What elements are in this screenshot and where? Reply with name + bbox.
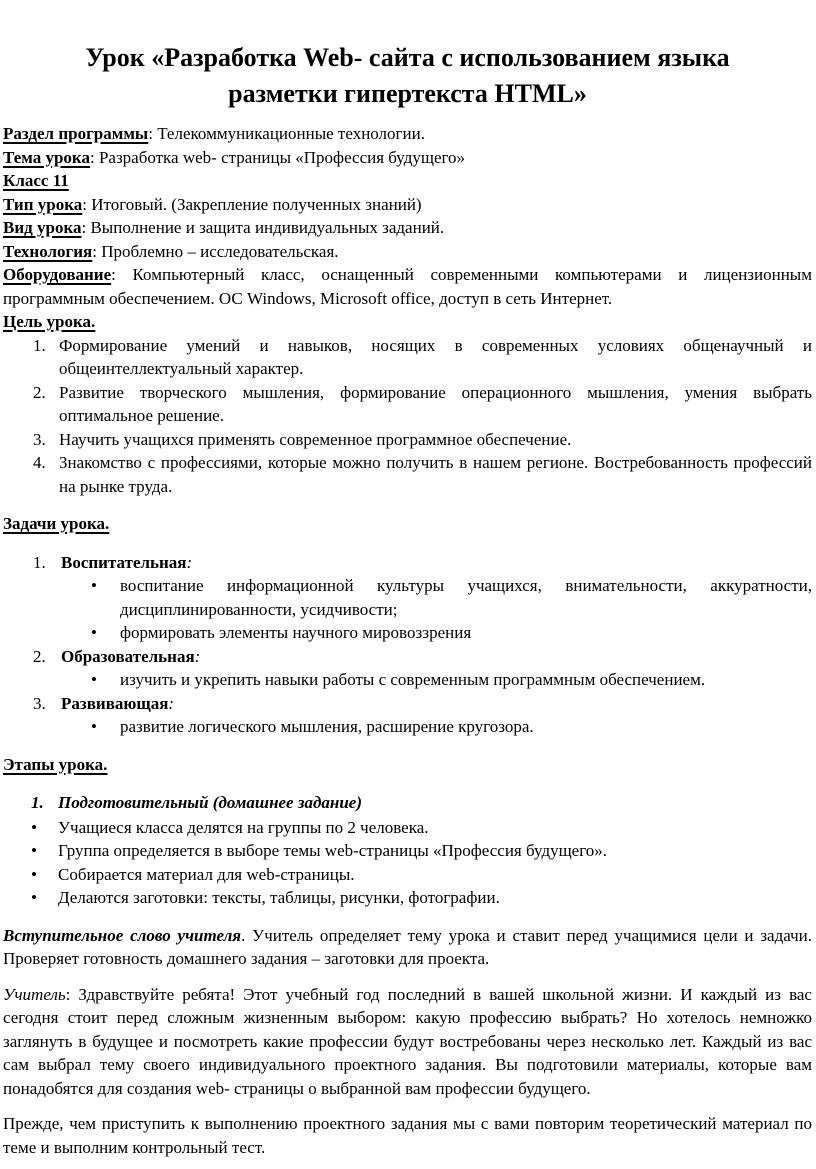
page-title-line: разметки гипертекста HTML» bbox=[228, 79, 587, 108]
meta-value: Итоговый. (Закрепление полученных знаний) bbox=[91, 194, 422, 214]
bullet-icon: • bbox=[91, 717, 97, 736]
meta-line bbox=[3, 122, 812, 146]
task-bullet bbox=[3, 715, 812, 739]
bullet-icon: • bbox=[31, 841, 37, 860]
paragraph-lead-separator: : bbox=[65, 984, 79, 1004]
meta-label: Технология bbox=[3, 241, 93, 261]
stage-step-number: 1. bbox=[31, 793, 44, 812]
meta-label: Раздел программы bbox=[3, 124, 149, 143]
goals-heading: Цель урока. bbox=[3, 312, 96, 331]
task-number: 3. bbox=[33, 693, 46, 713]
meta-label: Вид урока bbox=[3, 218, 82, 237]
task-bullet-text: изучить и укрепить навыки работы с современным программным обеспечением. bbox=[120, 670, 706, 689]
meta-label: Оборудование bbox=[3, 265, 112, 284]
meta-line bbox=[3, 240, 812, 264]
meta-separator: : bbox=[89, 147, 99, 167]
meta-separator: : bbox=[148, 124, 158, 143]
meta-separator: : bbox=[82, 194, 92, 214]
tasks-list bbox=[3, 551, 812, 739]
meta-line bbox=[3, 146, 812, 170]
paragraph-lead-separator: . bbox=[241, 925, 253, 945]
goal-item bbox=[3, 334, 812, 381]
meta-line bbox=[3, 216, 812, 240]
stage-bullet bbox=[3, 839, 812, 863]
meta-lines bbox=[3, 122, 812, 310]
goal-number: 1. bbox=[33, 335, 46, 355]
bullet-icon: • bbox=[91, 670, 97, 689]
goal-item bbox=[3, 381, 812, 428]
meta-value: Разработка web- страницы «Профессия будущего» bbox=[98, 147, 466, 167]
meta-value: Компьютерный класс, оснащенный современными компьютерами и лицензионным программным обеспечением. ОС Windows, Microsoft office, доступ в сеть Интернет. bbox=[3, 265, 812, 308]
meta-value: Проблемно – исследовательская. bbox=[101, 241, 339, 261]
task-colon: : bbox=[186, 552, 193, 572]
paragraph: Вступительное слово учителя. Учитель определяет тему урока и ставит перед учащимися цели и задачи. Проверяет готовность домашнего задания – заготовки для проекта. bbox=[3, 925, 813, 968]
paragraph: Прежде, чем приступить к выполнению проектного задания мы с вами повторим теоретический материал по теме и выполним контрольный тест. bbox=[3, 1114, 812, 1157]
goal-text: Формирование умений и навыков, носящих в современных условиях общенаучный и общеинтеллектуальный характер. bbox=[59, 335, 812, 378]
goal-text: Научить учащихся применять современное программное обеспечение. bbox=[59, 429, 572, 449]
meta-label: Класс 11 bbox=[3, 171, 69, 190]
task-colon: : bbox=[194, 646, 201, 666]
task-colon: : bbox=[168, 693, 175, 713]
task-item bbox=[3, 692, 812, 716]
stage-bullet bbox=[3, 886, 812, 910]
stage-bullet-text: Собирается материал для web-страницы. bbox=[58, 864, 355, 884]
task-name: Образовательная bbox=[61, 646, 195, 666]
task-name: Воспитательная bbox=[61, 552, 187, 572]
stage-bullet-text: Учащиеся класса делятся на группы по 2 человека. bbox=[58, 817, 429, 837]
stage-bullet bbox=[3, 816, 812, 840]
task-bullet-text: развитие логического мышления, расширение кругозора. bbox=[120, 717, 534, 736]
stage-bullet-text: Группа определяется в выборе темы web-страницы «Профессия будущего». bbox=[58, 841, 608, 860]
goal-text: Развитие творческого мышления, формирование операционного мышления, умения выбрать оптимальное решение. bbox=[59, 382, 812, 425]
goals-list bbox=[3, 334, 812, 499]
bullet-icon: • bbox=[31, 888, 37, 907]
task-bullet-text: воспитание информационной культуры учащихся, внимательности, аккуратности, дисциплинированности, усидчивости; bbox=[120, 576, 812, 619]
task-bullet bbox=[3, 668, 812, 692]
stages-heading: Этапы урока. bbox=[3, 754, 108, 774]
bullet-icon: • bbox=[31, 817, 37, 837]
tasks-heading: Задачи урока. bbox=[3, 514, 110, 533]
task-bullet bbox=[3, 574, 812, 621]
task-label bbox=[61, 551, 192, 575]
paragraph-lead: Учитель bbox=[3, 984, 66, 1004]
stage-bullet-text: Делаются заготовки: тексты, таблицы, рисунки, фотографии. bbox=[58, 888, 500, 907]
meta-line bbox=[3, 169, 812, 193]
task-number: 1. bbox=[33, 552, 46, 572]
goal-number: 4. bbox=[33, 453, 46, 472]
paragraph-lead: Вступительное слово учителя bbox=[3, 925, 242, 945]
meta-separator: : bbox=[81, 218, 91, 237]
meta-value: Выполнение и защита индивидуальных заданий. bbox=[90, 218, 445, 237]
goal-number: 2. bbox=[33, 382, 46, 402]
task-bullet bbox=[3, 621, 812, 645]
meta-label: Тема урока bbox=[3, 147, 90, 167]
paragraph: Учитель: Здравствуйте ребята! Этот учебный год последний в вашей школьной жизни. И каждый из вас сегодня стоит перед сложным жизненным выбором: какую профессию выбрать? Но хотелось немножко заглянуть в будущее и посмотреть какие профессии будут востребованы через несколько лет. Каждый из вас сам выбрал тему своего индивидуального проектного задания. Вы подготовили материалы, которые вам понадобятся для создания web- страницы о выбранной вам профессии будущего. bbox=[3, 984, 812, 1098]
task-item bbox=[3, 551, 812, 575]
meta-line bbox=[3, 193, 812, 217]
stage-bullets bbox=[3, 816, 812, 910]
bullet-icon: • bbox=[91, 576, 97, 595]
goal-item bbox=[3, 451, 812, 498]
meta-value: Телекоммуникационные технологии. bbox=[157, 124, 425, 143]
meta-separator: : bbox=[92, 241, 102, 261]
stage-step bbox=[3, 791, 812, 815]
task-label bbox=[61, 692, 174, 716]
page-title-line: Урок «Разработка Web- сайта с использованием языка bbox=[85, 43, 730, 72]
task-item bbox=[3, 645, 812, 669]
goal-item bbox=[3, 428, 812, 452]
stage-step-title: Подготовительный (домашнее задание) bbox=[58, 793, 363, 812]
task-label bbox=[61, 645, 200, 669]
task-number: 2. bbox=[33, 646, 46, 666]
bullet-icon: • bbox=[31, 864, 37, 884]
goal-text: Знакомство с профессиями, которые можно получить в нашем регионе. Востребованность профессий на рынке труда. bbox=[59, 453, 812, 496]
bullet-icon: • bbox=[91, 623, 97, 642]
stage-bullet bbox=[3, 863, 812, 887]
goal-number: 3. bbox=[33, 429, 46, 449]
page-title bbox=[3, 40, 812, 112]
paragraphs bbox=[3, 924, 812, 1160]
meta-separator: : bbox=[111, 265, 133, 284]
meta-label: Тип урока bbox=[3, 194, 83, 214]
meta-line bbox=[3, 263, 812, 310]
task-name: Развивающая bbox=[61, 693, 169, 713]
task-bullet-text: формировать элементы научного мировоззрения bbox=[120, 623, 472, 642]
